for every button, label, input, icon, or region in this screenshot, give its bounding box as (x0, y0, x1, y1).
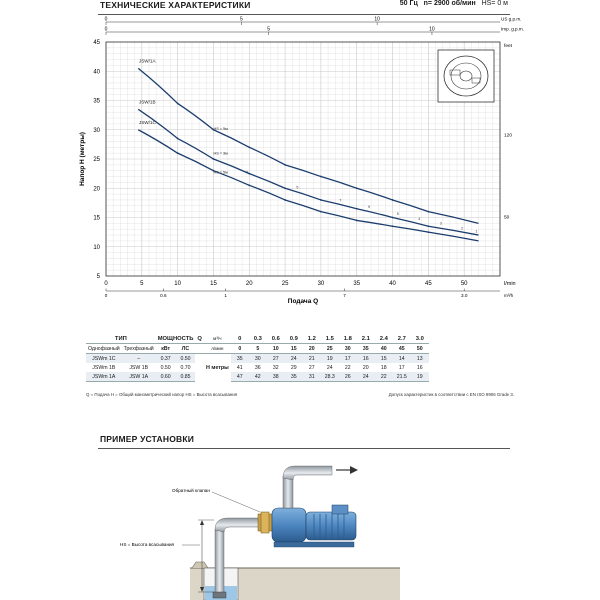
power-hp: 0.50 (176, 354, 196, 364)
series-point (427, 231, 429, 233)
head-cell: 21.5 (393, 372, 411, 382)
th-three-phase: Трехфазный (123, 345, 154, 352)
head-cell: 18 (380, 364, 387, 371)
q-lmin-cell: 45 (393, 344, 411, 354)
hs-label: HS = Высота всасывания (120, 542, 175, 547)
q-m3h-cell: 1.5 (321, 334, 339, 344)
x-axis-label: Подача Q (287, 298, 319, 305)
series-point (392, 217, 394, 219)
top-us-tick-label: 10 (374, 16, 380, 23)
q-m3h-cell: 1.2 (303, 334, 321, 344)
point-label: 5 (296, 185, 299, 190)
top-imp-tick-label: 0 (104, 26, 108, 33)
q-lmin-cell: 35 (357, 344, 375, 354)
head-cell: 41 (236, 364, 243, 371)
series-point (177, 138, 179, 140)
power-kw: 0.60 (156, 372, 176, 382)
th-type: ТИП (86, 334, 156, 344)
x-tick-label: 45 (425, 281, 432, 287)
top-imp-tick-label: 5 (267, 26, 271, 33)
x-tick-label: 0 (104, 281, 108, 287)
q-m3h-cell: 2.7 (393, 334, 411, 344)
x-unit-label: l/min (504, 281, 516, 287)
head-cell: 26 (339, 372, 357, 382)
install-title: ПРИМЕР УСТАНОВКИ (100, 434, 195, 444)
series-point (392, 225, 394, 227)
head-cell: 35 (285, 372, 303, 382)
head-cell: 29 (290, 364, 297, 371)
hs-label: HS = 3м (213, 151, 228, 156)
hs-label: HS = 5м (213, 170, 228, 175)
discharge-pipe (283, 466, 332, 508)
th-q-lmin: л/мин (204, 344, 231, 354)
th-q: Q (197, 335, 202, 342)
footnote-legend: Q = Подача H = Общий манометрический напор HS = Высота всасывания (86, 392, 238, 397)
y-tick-label: 20 (93, 186, 100, 193)
right-tick-label: 50 (504, 215, 510, 221)
point-label: 7 (339, 198, 342, 203)
head-cell: 13 (411, 354, 429, 364)
q-m3h-cell: 3.0 (411, 334, 429, 344)
series-point (356, 187, 358, 189)
series-point (248, 173, 250, 175)
x-tick-label: 10 (174, 281, 181, 287)
head-cell: 24 (285, 354, 303, 364)
model-three: JSW 1A (122, 372, 156, 382)
th-hp: ЛС (176, 344, 196, 354)
head-cell: 16 (416, 364, 423, 371)
right-tick-label: 120 (504, 133, 513, 139)
q-lmin-cell: 15 (285, 344, 303, 354)
hs-label: HS = 5м (213, 126, 228, 131)
x-tick-label: 20 (245, 281, 253, 287)
y-tick-label: 10 (93, 244, 100, 251)
series-point (320, 199, 322, 201)
head-cell: 16 (357, 354, 375, 364)
series-point (320, 176, 322, 178)
head-cell: 20 (362, 364, 369, 371)
q-m3h-cell: 0.9 (285, 334, 303, 344)
q-m3h-cell: 0.6 (267, 334, 285, 344)
point-label: 2 (461, 226, 464, 231)
head-cell: 24 (357, 372, 375, 382)
q-m3h-cell: 2.4 (375, 334, 393, 344)
point-label: 4 (418, 217, 421, 222)
th-power: МОЩНОСТЬ (157, 335, 194, 342)
top-us-unit: US g.p.m. (501, 16, 522, 22)
model-three: JSW 1B (129, 364, 149, 371)
x-tick-label: 30 (317, 281, 325, 287)
series-point (284, 199, 286, 201)
q-m3h-cell: 0.3 (249, 334, 267, 344)
check-valve-icon (258, 512, 272, 533)
bottom-tick-label: 0 (104, 293, 108, 298)
point-label: 1 (475, 229, 478, 234)
head-cell: 42 (249, 372, 267, 382)
head-cell: 17 (398, 364, 405, 371)
power-hp: 0.85 (176, 372, 196, 382)
series-point (177, 152, 179, 154)
head-cell: 15 (375, 354, 393, 364)
flow-arrow-icon (336, 466, 358, 474)
head-cell: 35 (231, 354, 249, 364)
x-tick-label: 35 (353, 281, 361, 287)
x-tick-label: 5 (140, 281, 144, 287)
y-tick-label: 25 (93, 157, 100, 163)
th-head: H метры (204, 354, 231, 382)
curve-label: JSW/1A (138, 58, 156, 64)
head-cell: 27 (267, 354, 285, 364)
curve-label: JSW/1C (138, 119, 156, 125)
installation-header (98, 434, 510, 449)
series-point (284, 164, 286, 166)
y-axis-label: Напор H (метры) (79, 132, 86, 186)
head-cell: 22 (344, 364, 351, 371)
q-lmin-cell: 10 (267, 344, 285, 354)
series-line (138, 130, 478, 241)
q-m3h-cell: 0 (231, 334, 249, 344)
bottom-tick-label: 0.6 (160, 293, 167, 298)
y-tick-label: 40 (93, 69, 100, 76)
pump-sketch-icon (438, 50, 494, 102)
series-point (356, 220, 358, 222)
series-point (248, 184, 250, 186)
q-m3h-cell: 1.8 (339, 334, 357, 344)
frequency: 50 Гц (399, 0, 418, 7)
q-lmin-cell: 40 (375, 344, 393, 354)
spec-table (86, 334, 429, 382)
x-tick-label: 15 (210, 281, 217, 287)
model-single: JSWm 1A (86, 372, 122, 382)
point-label: 0 (246, 170, 249, 175)
q-lmin-cell: 25 (321, 344, 339, 354)
point-label: 3 (439, 221, 442, 226)
footnote-tolerance: Допуск характеристик в соответствии с EN ISO 9906 Grade 3. (388, 392, 514, 397)
head-cell: 22 (375, 372, 393, 382)
head-cell: 31 (303, 372, 321, 382)
series-point (284, 187, 286, 189)
check-valve-label: Обратный клапан (172, 488, 210, 493)
power-hp: 0.70 (180, 364, 191, 371)
chart-curves (138, 68, 478, 241)
bottom-tick-label: 3.0 (460, 293, 468, 298)
y-tick-label: 5 (96, 274, 100, 280)
head-cell: 32 (272, 364, 279, 371)
series-point (213, 158, 215, 160)
head-cell: 14 (393, 354, 411, 364)
th-kw: кВт (156, 344, 176, 354)
bottom-tick-label: 7 (343, 293, 346, 298)
top-imp-unit: Imp. g.p.m. (501, 26, 524, 32)
head-cell: 19 (411, 372, 429, 382)
y-tick-label: 35 (93, 98, 100, 105)
head-cell: 24 (326, 364, 333, 371)
head-cell: 27 (308, 364, 315, 371)
y-tick-label: 15 (93, 215, 100, 222)
q-lmin-cell: 30 (339, 344, 357, 354)
y-tick-label: 30 (93, 127, 100, 134)
series-point (427, 225, 429, 227)
head-cell: 21 (303, 354, 321, 364)
top-imp-tick-label: 10 (429, 26, 435, 33)
bottom-tick-label: 1 (224, 293, 227, 298)
point-label: 9 (368, 204, 371, 209)
model-three: – (122, 354, 156, 364)
y-tick-label: 45 (93, 40, 100, 46)
q-lmin-cell: 50 (411, 344, 429, 354)
installation-illustration (100, 450, 500, 600)
bottom-unit: m³/h (504, 293, 514, 298)
head-cell: 36 (254, 364, 261, 371)
point-label: 5 (396, 211, 399, 216)
series-point (248, 146, 250, 148)
table-row (86, 372, 429, 382)
series-line (138, 68, 478, 226)
x-tick-label: 25 (281, 281, 289, 287)
model-single: JSWm 1C (86, 354, 122, 364)
suction-height: HS= 0 м (481, 0, 508, 7)
curve-label: JSW/1B (138, 99, 156, 105)
x-tick-label: 40 (389, 281, 396, 287)
th-single-phase: Однофазный (88, 345, 120, 352)
series-point (392, 199, 394, 201)
table-row (86, 363, 429, 372)
q-lmin-cell: 20 (303, 344, 321, 354)
top-us-tick-label: 0 (104, 16, 108, 23)
x-tick-label: 50 (460, 281, 468, 287)
head-cell: 19 (321, 354, 339, 364)
table-row (86, 354, 429, 364)
right-axis-unit: feet (504, 44, 513, 49)
head-cell: 30 (249, 354, 267, 364)
head-cell: 38 (267, 372, 285, 382)
power-kw: 0.37 (156, 354, 176, 364)
head-cell: 17 (339, 354, 357, 364)
series-point (177, 103, 179, 105)
th-q-m3h: м³/ч (204, 334, 231, 344)
head-cell: 28.3 (321, 372, 339, 382)
power-kw: 0.50 (160, 364, 171, 371)
q-lmin-cell: 5 (249, 344, 267, 354)
head-cell: 47 (231, 372, 249, 382)
q-m3h-cell: 2.1 (357, 334, 375, 344)
pump-icon (272, 505, 356, 547)
series-point (427, 211, 429, 213)
q-lmin-cell: 0 (231, 344, 249, 354)
model-single: JSWm 1B (92, 364, 116, 371)
series-point (320, 211, 322, 213)
section-title: ТЕХНИЧЕСКИЕ ХАРАКТЕРИСТИКИ (100, 0, 251, 10)
speed: n= 2900 об/мин (423, 0, 476, 7)
series-point (356, 208, 358, 210)
top-us-tick-label: 5 (240, 16, 243, 23)
